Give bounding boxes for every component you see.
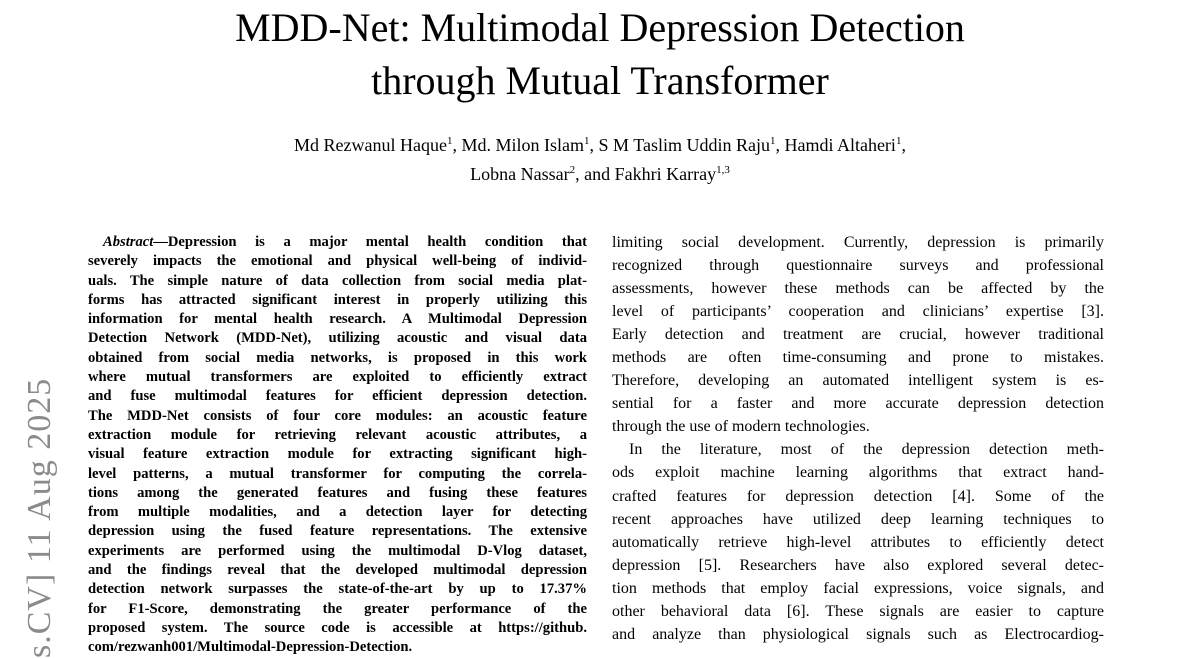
author-name: Md Rezwanul Haque <box>294 135 448 155</box>
text-line: automatically retrieve high-level attributes to efficiently detect <box>612 533 1104 551</box>
text-line: depression [5]. Researchers have also explored several detec- <box>612 556 1104 574</box>
author-affiliation-superscript: 2 <box>569 164 576 176</box>
arxiv-watermark: s.CV] 11 Aug 2025 <box>21 377 58 658</box>
text-line: Detection Network (MDD-Net), utilizing acoustic and visual data <box>88 330 587 347</box>
text-line: obtained from social media networks, is proposed in this work <box>88 349 587 366</box>
text-line: detection network surpasses the state-of-the-art by up to 17.37% <box>88 581 587 598</box>
abstract-label: Abstract <box>103 234 154 250</box>
author-name: Hamdi Altaheri <box>784 135 896 155</box>
paper-title-line-1: MDD-Net: Multimodal Depression Detection <box>235 5 965 50</box>
text-line: com/rezwanh001/Multimodal-Depression-Detection. <box>88 639 413 656</box>
abstract-lines <box>88 252 587 657</box>
introduction-column <box>612 231 1104 646</box>
text-line: assessments, however these methods can be affected by the <box>612 280 1104 298</box>
text-line: for F1-Score, demonstrating the greater performance of the <box>88 600 587 617</box>
text-line: level patterns, a mutual transformer for computing the correla- <box>88 465 587 482</box>
text-line: methods are often time-consuming and prone to mistakes. <box>612 349 1104 367</box>
author-name: Lobna Nassar <box>470 164 570 184</box>
text-line: tion methods that employ facial expressions, voice signals, and <box>612 579 1104 597</box>
introduction-paragraphs <box>612 231 1104 646</box>
paper-title-line-2: through Mutual Transformer <box>371 58 829 103</box>
text-line: limiting social development. Currently, depression is primarily <box>612 234 1104 251</box>
text-line: crafted features for depression detection [4]. Some of the <box>612 487 1104 505</box>
author-affiliation-superscript: 1 <box>769 135 776 147</box>
author-affiliation-superscript: 1 <box>895 135 902 147</box>
author-affiliation-superscript: 1 <box>584 135 590 147</box>
text-line: Therefore, developing an automated intelligent system is es- <box>612 372 1104 390</box>
text-line: ods exploit machine learning algorithms that extract hand- <box>612 464 1104 482</box>
text-line: uals. The simple nature of data collection from social media plat- <box>88 272 587 289</box>
text-line: and fuse multimodal features for efficient depression detection. <box>88 388 587 405</box>
text-line: recognized through questionnaire surveys and professional <box>612 257 1104 275</box>
author-affiliation-superscript: 1,3 <box>716 164 730 176</box>
text-line: depression using the fused feature representations. The extensive <box>88 523 587 540</box>
text-line: where mutual transformers are exploited to efficiently extract <box>88 369 587 386</box>
text-line: In the literature, most of the depression detection meth- <box>629 441 1104 459</box>
text-line: extraction module for retrieving relevant acoustic attributes, a <box>88 426 587 443</box>
text-line: sential for a faster and more accurate depression detection <box>612 395 1104 413</box>
authors-line-2: Lobna Nassar$^2$, and Fakhri Karray$^{1,3}$ <box>470 164 730 184</box>
abstract-first-line-text: —Depression is a major mental health condition that <box>153 234 587 250</box>
author-name: S M Taslim Uddin Raju <box>598 135 770 155</box>
text-line: information for mental health research. A Multimodal Depression <box>88 311 587 328</box>
text-line: tions among the generated features and fusing these features <box>88 484 587 501</box>
text-line: level of participants’ cooperation and clinicians’ expertise [3]. <box>612 303 1104 321</box>
text-line: experiments are performed using the multimodal D-Vlog dataset, <box>88 542 587 559</box>
author-affiliation-superscript: 1 <box>447 135 453 147</box>
text-line: from multiple modalities, and a detection layer for detecting <box>88 504 587 521</box>
text-line: The MDD-Net consists of four core modules: an acoustic feature <box>88 407 587 424</box>
text-line: and analyze than physiological signals such as Electrocardiog- <box>612 625 1104 643</box>
abstract-column <box>88 233 587 658</box>
paper-title <box>0 1 1200 107</box>
text-line: visual feature extraction module for extracting significant high- <box>88 446 587 463</box>
text-line: Early detection and treatment are crucial, however traditional <box>612 326 1104 344</box>
text-line: other behavioral data [6]. These signals are easier to capture <box>612 602 1104 620</box>
authors-line-1: Md Rezwanul Haque$^1$, Md. Milon Islam$^1$, S M Taslim Uddin Raju$^1$, Hamdi Altaheri$^1$, <box>294 135 906 155</box>
text-line: severely impacts the emotional and physical well-being of individ- <box>88 253 587 270</box>
abstract-first-line <box>88 233 587 252</box>
text-line: and the findings reveal that the developed multimodal depression <box>88 562 587 579</box>
text-line: recent approaches have utilized deep learning techniques to <box>612 510 1104 528</box>
author-block <box>0 131 1200 189</box>
text-line: forms has attracted significant interest in properly utilizing this <box>88 291 587 308</box>
text-line: proposed system. The source code is accessible at https://github. <box>88 619 587 636</box>
text-line: through the use of modern technologies. <box>612 418 870 436</box>
author-name: Md. Milon Islam <box>461 135 585 155</box>
author-name: Fakhri Karray <box>614 164 717 184</box>
